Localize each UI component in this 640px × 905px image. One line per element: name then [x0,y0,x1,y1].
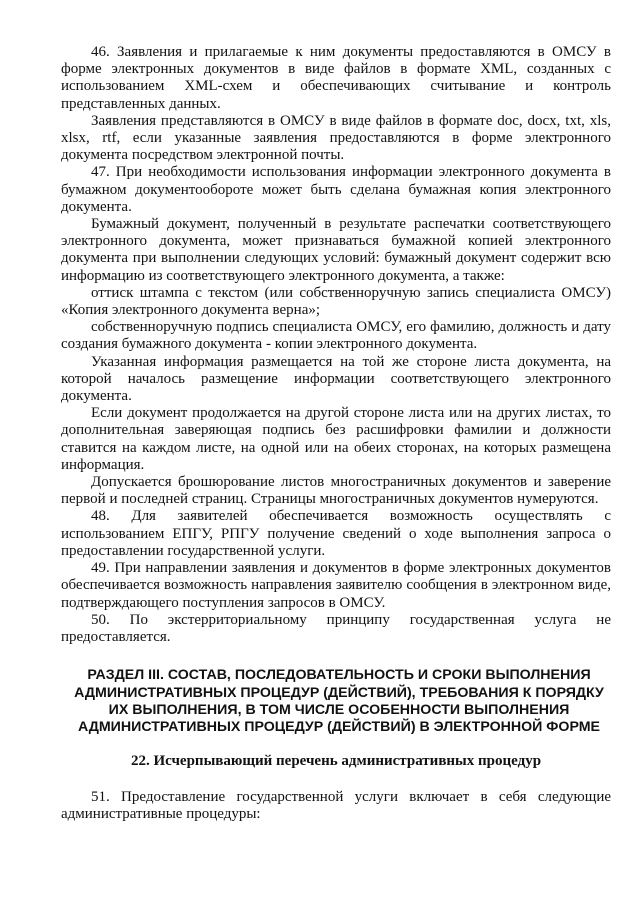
paragraph-46: 46. Заявления и прилагаемые к ним документы предоставляются в ОМСУ в форме электронных документов в виде файлов в формате XML, созданных с использованием XML-схем и обеспечивающих считывание и контроль представленных данных. [61,44,611,112]
paragraph-47-signature: собственноручную подпись специалиста ОМСУ, его фамилию, должность и дату создания бумажного документа - копии электронного документа. [61,319,611,353]
paragraph-49: 49. При направлении заявления и документов в форме электронных документов обеспечивается возможность направления заявителю сообщения в электронном виде, подтверждающего поступления запросов в ОМСУ. [61,560,611,611]
paragraph-47: 47. При необходимости использования информации электронного документа в бумажном документообороте может быть сделана бумажная копия электронного документа. [61,164,611,215]
subsection-title: 22. Исчерпывающий перечень административных процедур [130,752,542,769]
paragraph-47-binding: Допускается брошюрование листов многостраничных документов и заверение первой и последней страниц. Страницы многостраничных документов нумеруются. [61,474,611,508]
paragraph-50: 50. По экстерриториальному принципу государственная услуга не предоставляется. [61,611,611,645]
spacer [61,770,611,789]
paragraph-46-formats: Заявления представляются в ОМСУ в виде файлов в формате doc, docx, txt, xls, xlsx, rtf, если указанные заявления предоставляются в форме электронного документа посредством электронной почты. [61,112,611,164]
paragraph-47-continuation: Если документ продолжается на другой стороне листа или на других листах, то дополнительная заверяющая подпись без расшифровки фамилии и должности ставится на каждом листе, на одной или на обеих сторонах, на которых размещена информация. [61,405,611,473]
paragraph-48: 48. Для заявителей обеспечивается возможность осуществлять с использованием ЕПГУ, РПГУ получение сведений о ходе выполнения запроса о предоставлении государственной услуги. [61,508,611,559]
paragraph-51: 51. Предоставление государственной услуги включает в себя следующие административные процедуры: [61,788,611,823]
section-title: РАЗДЕЛ III. СОСТАВ, ПОСЛЕДОВАТЕЛЬНОСТЬ И СРОКИ ВЫПОЛНЕНИЯ АДМИНИСТРАТИВНЫХ ПРОЦЕДУР (ДЕЙСТВИЙ), ТРЕБОВАНИЯ К ПОРЯДКУ ИХ ВЫПОЛНЕНИЯ, В ТОМ ЧИСЛЕ ОСОБЕННОСТИ ВЫПОЛНЕНИЯ АДМИНИСТРАТИВНЫХ ПРОЦЕДУР (ДЕЙСТВИЙ) В ЭЛЕКТРОННОЙ ФОРМЕ [74,667,604,736]
paragraph-47-stamp: оттиск штампа с текстом (или собственноручную запись специалиста ОМСУ) «Копия электронного документа верна»; [61,284,611,319]
document-page [61,44,611,823]
paragraph-47-placement: Указанная информация размещается на той же стороне листа документа, на которой началось размещение информации соответствующего электронного документа. [61,353,611,405]
paragraph-47-paper-copy: Бумажный документ, полученный в результате распечатки соответствующего электронного документа, может признаваться бумажной копией электронного документа при выполнении следующих условий: бумажный документ содержит всю информацию из соответствующего электронного документа, а также: [61,216,611,284]
